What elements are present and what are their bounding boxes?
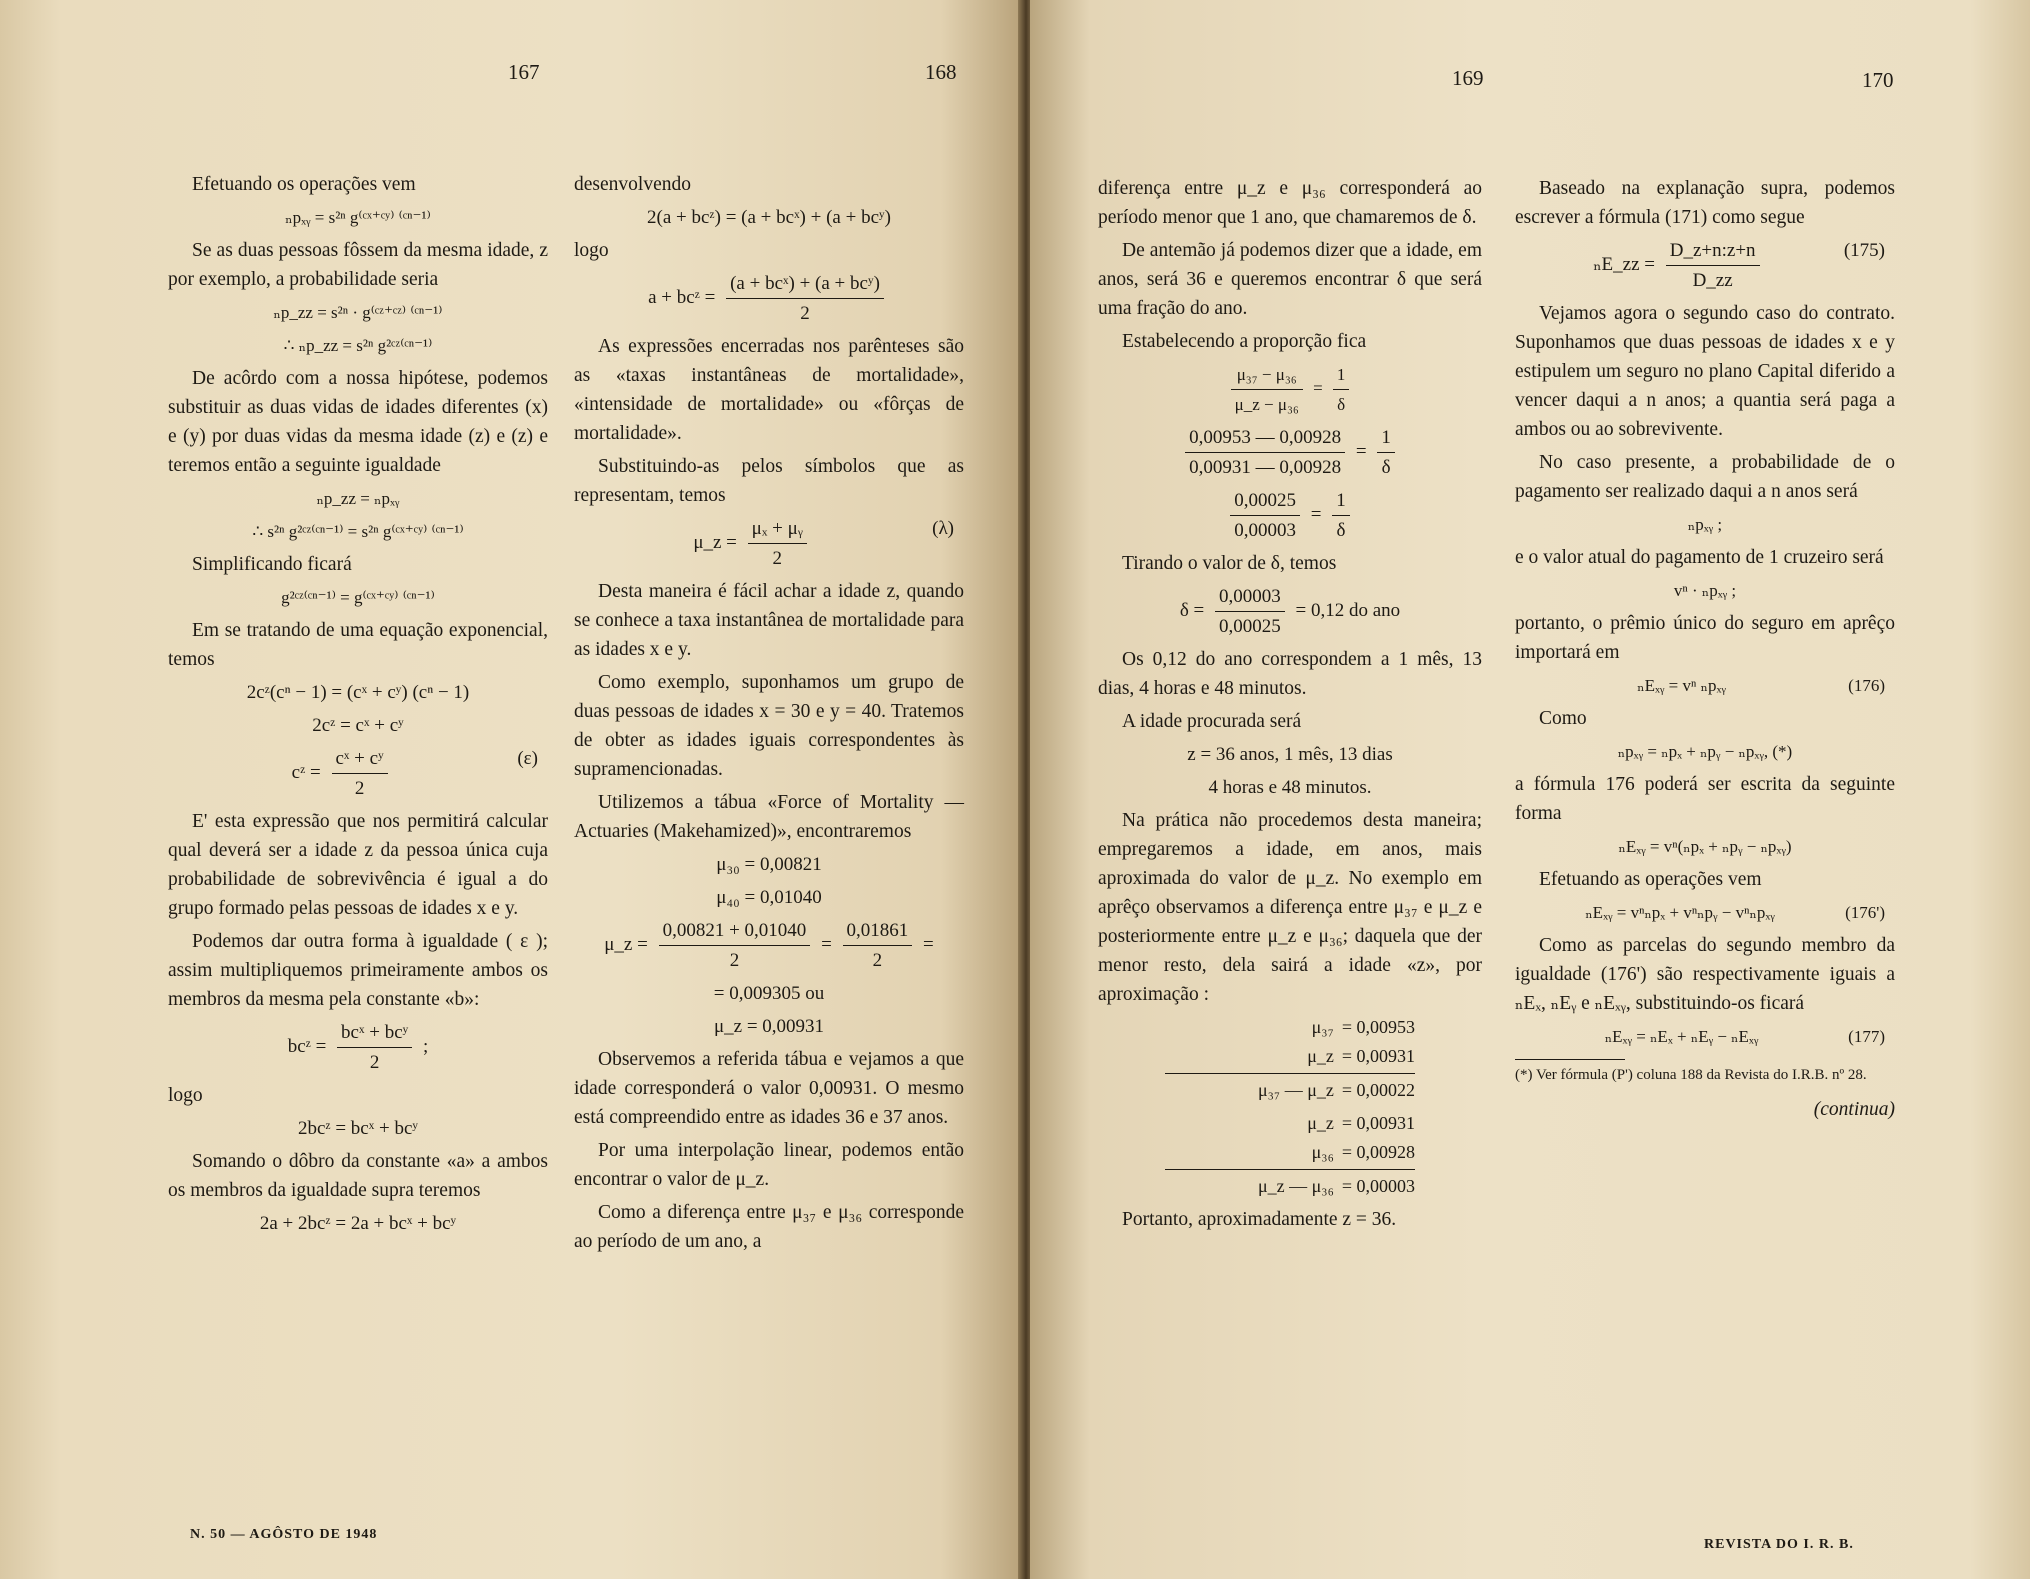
paragraph: Em se tratando de uma equação exponencial, temos <box>168 620 548 670</box>
calc-label: μ₃₇ — μ_z <box>1258 1080 1334 1100</box>
equation: = 0,009305 ou <box>713 983 825 1004</box>
equation: 2bcᶻ = bcˣ + bcʸ <box>297 1118 419 1139</box>
continued-label: (continua) <box>1813 1099 1895 1120</box>
denominator: 0,00931 — 0,00928 <box>1189 457 1342 478</box>
denominator: 0,00025 <box>1219 616 1281 637</box>
paragraph: Se as duas pessoas fôssem da mesma idade, z por exemplo, a probabilidade seria <box>168 240 548 290</box>
paragraph: Desta maneira é fácil achar a idade z, quando se conhece a taxa instantânea de mortalidade para as idades x e y. <box>574 581 964 660</box>
paragraph: Na prática não procedemos desta maneira; empregaremos a idade, em anos, mais aproximada do valor de μ_z. No exemplo em aprêço observamos a diferença entre μ₃₇ e μ_z e posteriormente entre μ_z e μ₃₆; daquela que der menor resto, dela sairá a idade «z», por aproximação : <box>1098 810 1482 1005</box>
equation: ∴ ₙp_zz = s²ⁿ g²ᶜᶻ⁽ᶜⁿ⁻¹⁾ <box>283 336 433 355</box>
calc-value: = 0,00022 <box>1341 1080 1415 1100</box>
equation: ₙpₓᵧ = s²ⁿ g⁽ᶜˣ⁺ᶜʸ⁾ ⁽ᶜⁿ⁻¹⁾ <box>285 208 431 227</box>
equation <box>1098 486 1482 545</box>
equation-lhs: cᶻ = <box>291 761 321 783</box>
equation: ₙp_zz = ₙpₓᵧ <box>316 489 400 508</box>
paragraph: Tirando o valor de δ, temos <box>1122 553 1337 574</box>
equals-sign: = <box>1310 503 1322 525</box>
calc-value: = 0,00003 <box>1341 1176 1415 1196</box>
column-page-167 <box>168 170 548 1242</box>
equation-tag: (λ) <box>932 518 954 539</box>
footer-left: N. 50 — AGÔSTO DE 1948 <box>190 1527 378 1542</box>
equals-sign: = <box>821 933 832 955</box>
fraction <box>332 744 388 803</box>
paragraph: Baseado na explanação supra, podemos escrever a fórmula (171) como segue <box>1515 178 1895 228</box>
paragraph: Utilizemos a tábua «Force of Mortality — Actuaries (Makehamized)», encontraremos <box>574 792 964 842</box>
paragraph: Somando o dôbro da constante «a» a ambos os membros da igualdade supra teremos <box>168 1151 548 1201</box>
paragraph: Efetuando as operações vem <box>1539 869 1762 890</box>
denominator: μ_z − μ₃₆ <box>1234 395 1299 414</box>
equation-lhs: a + bcᶻ = <box>648 286 716 308</box>
paragraph: De acôrdo com a nossa hipótese, podemos substituir as duas vidas de idades diferentes (x) e (y) por duas vidas da mesma idade (z) e (z) e teremos então a seguinte igualdade <box>168 368 548 476</box>
equation: μ₄₀ = 0,01040 <box>716 887 822 908</box>
calc-row <box>1165 1172 1415 1201</box>
column-page-168 <box>574 170 964 1260</box>
equation: vⁿ · ₙpₓᵧ ; <box>1673 581 1737 600</box>
paragraph: a fórmula 176 poderá ser escrita da seguinte forma <box>1515 774 1895 824</box>
equation <box>168 1018 548 1077</box>
paragraph: Como exemplo, suponhamos um grupo de duas pessoas de idades x = 30 e y = 40. Tratemos de obter as idades iguais correspondentes às supramencionadas. <box>574 672 964 780</box>
fraction <box>843 916 913 975</box>
paragraph: No caso presente, a probabilidade de o pagamento ser realizado daqui a n anos será <box>1515 452 1895 502</box>
equation: ₙp_zz = s²ⁿ · g⁽ᶜᶻ⁺ᶜᶻ⁾ ⁽ᶜⁿ⁻¹⁾ <box>273 303 443 322</box>
equation: g²ᶜᶻ⁽ᶜⁿ⁻¹⁾ = g⁽ᶜˣ⁺ᶜʸ⁾ ⁽ᶜⁿ⁻¹⁾ <box>281 588 435 607</box>
paragraph: Substituindo-as pelos símbolos que as representam, temos <box>574 456 964 506</box>
calc-label: μ_z <box>1307 1046 1334 1066</box>
denominator: 2 <box>772 548 782 569</box>
equation-176-prime <box>1515 898 1895 927</box>
denominator: δ <box>1381 457 1391 478</box>
fraction <box>1231 360 1303 419</box>
paragraph: logo <box>168 1085 203 1106</box>
calc-row <box>1165 1042 1415 1071</box>
numerator: bcˣ + bcʸ <box>337 1018 412 1048</box>
equals-sign: = <box>923 933 934 955</box>
numerator: 1 <box>1333 360 1350 390</box>
paragraph: A idade procurada será <box>1122 711 1302 732</box>
calc-label: μ₃₇ <box>1311 1017 1334 1037</box>
equation-lhs: ₙE_zz = <box>1593 253 1655 275</box>
denominator: δ <box>1336 520 1346 541</box>
equation-lhs: bcᶻ = <box>287 1035 327 1057</box>
equation: 2cᶻ = cˣ + cʸ <box>312 715 404 736</box>
equation: μ₃₀ = 0,00821 <box>716 854 822 875</box>
calc-row <box>1165 1013 1415 1042</box>
equation-tag: (175) <box>1843 240 1885 261</box>
equation: z = 36 anos, 1 mês, 13 dias <box>1187 744 1393 765</box>
numerator: 0,00953 — 0,00928 <box>1185 423 1345 453</box>
paragraph: portanto, o prêmio único do seguro em aprêço importará em <box>1515 613 1895 663</box>
subtraction-block-2 <box>1165 1109 1415 1201</box>
equation-lambda <box>574 514 964 573</box>
equation-177 <box>1515 1022 1895 1051</box>
right-page <box>1030 0 2030 1579</box>
equals-sign: = <box>1313 378 1323 398</box>
paragraph: diferença entre μ_z e μ₃₆ corresponderá ao período menor que 1 ano, que chamaremos de δ. <box>1098 178 1482 228</box>
calc-rule <box>1165 1169 1415 1170</box>
denominator: 2 <box>800 303 810 324</box>
equation-176 <box>1515 671 1895 700</box>
calc-row <box>1165 1076 1415 1105</box>
denominator: 2 <box>369 1052 380 1073</box>
equation: ∴ s²ⁿ g²ᶜᶻ⁽ᶜⁿ⁻¹⁾ = s²ⁿ g⁽ᶜˣ⁺ᶜʸ⁾ ⁽ᶜⁿ⁻¹⁾ <box>252 522 464 541</box>
calc-value: = 0,00931 <box>1341 1113 1415 1133</box>
equation <box>574 269 964 328</box>
paragraph: Como <box>1539 708 1587 729</box>
paragraph: Observemos a referida tábua e vejamos a que idade corresponderá o valor 0,00931. O mesmo está compreendido entre as idades 36 e 37 anos. <box>574 1049 964 1128</box>
paragraph: Por uma interpolação linear, podemos então encontrar o valor de μ_z. <box>574 1140 964 1190</box>
footnote-rule <box>1515 1059 1625 1060</box>
fraction <box>1333 360 1350 419</box>
paragraph: Efetuando os operações vem <box>192 174 416 195</box>
equation-tail: ; <box>423 1035 429 1057</box>
numerator: 0,00003 <box>1215 582 1285 612</box>
equation-lhs: δ = <box>1179 599 1205 621</box>
fraction <box>748 514 807 573</box>
equation-body: ₙEₓᵧ = vⁿ ₙpₓᵧ <box>1637 676 1726 695</box>
paragraph: logo <box>574 240 609 261</box>
numerator: μ₃₇ − μ₃₆ <box>1231 360 1303 390</box>
denominator: 2 <box>872 950 883 971</box>
equation-175 <box>1515 236 1895 295</box>
equation-epsilon <box>168 744 548 803</box>
numerator: μₓ + μᵧ <box>748 514 807 544</box>
paragraph: Estabelecendo a proporção fica <box>1122 331 1367 352</box>
footer-right: REVISTA DO I. R. B. <box>1704 1537 1854 1552</box>
paragraph: Vejamos agora o segundo caso do contrato. Suponhamos que duas pessoas de idades x e y estipulem um seguro no plano Capital diferido a vencer daqui a n anos; a quantia será paga a ambos ou ao sobrevivente. <box>1515 303 1895 440</box>
numerator: 0,00025 <box>1230 486 1300 516</box>
calc-row <box>1165 1138 1415 1167</box>
calc-label: μ_z <box>1307 1113 1334 1133</box>
page-number-167: 167 <box>508 60 540 84</box>
subtraction-block-1 <box>1165 1013 1415 1105</box>
column-page-169 <box>1098 174 1482 1238</box>
fraction <box>337 1018 412 1077</box>
paragraph: e o valor atual do pagamento de 1 cruzeiro será <box>1515 547 1884 568</box>
paragraph: Os 0,12 do ano correspondem a 1 mês, 13 dias, 4 horas e 48 minutos. <box>1098 649 1482 699</box>
fraction <box>1332 486 1350 545</box>
denominator: 0,00003 <box>1234 520 1297 541</box>
paragraph: Como as parcelas do segundo membro da igualdade (176') são respectivamente iguais a ₙEₓ, ₙEᵧ e ₙEₓᵧ, substituindo-os ficará <box>1515 935 1895 1014</box>
paragraph: Como a diferença entre μ₃₇ e μ₃₆ corresponde ao período de um ano, a <box>574 1202 964 1252</box>
fraction <box>1185 423 1345 482</box>
equation: ₙEₓᵧ = vⁿ(ₙpₓ + ₙpᵧ − ₙpₓᵧ) <box>1618 837 1792 856</box>
fraction <box>659 916 811 975</box>
equals-sign: = <box>1355 440 1367 462</box>
fraction <box>1230 486 1300 545</box>
footnote: (*) Ver fórmula (P') coluna 188 da Revista do I.R.B. nº 28. <box>1515 1067 1867 1083</box>
paragraph: De antemão já podemos dizer que a idade, em anos, será 36 e queremos encontrar δ que será uma fração do ano. <box>1098 240 1482 319</box>
denominator: 2 <box>354 778 365 799</box>
equation-body: ₙEₓᵧ = ₙEₓ + ₙEᵧ − ₙEₓᵧ <box>1604 1027 1759 1046</box>
equation-body: ₙEₓᵧ = vⁿₙpₓ + vⁿₙpᵧ − vⁿₙpₓᵧ <box>1585 903 1775 922</box>
numerator: 1 <box>1377 423 1395 453</box>
fraction <box>1215 582 1285 641</box>
calc-value: = 0,00931 <box>1341 1046 1415 1066</box>
equation <box>574 916 964 975</box>
equation <box>1098 360 1482 419</box>
numerator: cˣ + cʸ <box>332 744 388 774</box>
fraction <box>726 269 884 328</box>
calc-row <box>1165 1109 1415 1138</box>
numerator: 1 <box>1332 486 1350 516</box>
numerator: D_z+n:z+n <box>1666 236 1760 266</box>
equation: ₙpₓᵧ ; <box>1687 515 1723 534</box>
page-number-169: 169 <box>1452 66 1484 90</box>
denominator: D_zz <box>1692 270 1733 291</box>
fraction <box>1666 236 1760 295</box>
calc-value: = 0,00953 <box>1341 1017 1415 1037</box>
equation-lhs: μ_z = <box>604 933 648 955</box>
page-number-168: 168 <box>925 60 957 84</box>
page-number-170: 170 <box>1862 68 1894 92</box>
column-page-170 <box>1515 174 1895 1124</box>
equation <box>1098 423 1482 482</box>
equation: 4 horas e 48 minutos. <box>1208 777 1372 798</box>
numerator: 0,01861 <box>843 916 913 946</box>
equation-tail: = 0,12 do ano <box>1295 599 1401 621</box>
equation: μ_z = 0,00931 <box>713 1016 825 1037</box>
equation-tag: (176) <box>1848 676 1885 695</box>
numerator: 0,00821 + 0,01040 <box>659 916 811 946</box>
equation: 2(a + bcᶻ) = (a + bcˣ) + (a + bcʸ) <box>647 207 891 228</box>
equation-tag: (177) <box>1848 1027 1885 1046</box>
equation: 2a + 2bcᶻ = 2a + bcˣ + bcʸ <box>259 1213 457 1234</box>
calc-label: μ₃₆ <box>1311 1142 1334 1162</box>
equation: ₙpₓᵧ = ₙpₓ + ₙpᵧ − ₙpₓᵧ, (*) <box>1617 742 1793 761</box>
equation-tag: (ε) <box>517 748 538 769</box>
equation: 2cᶻ(cⁿ − 1) = (cˣ + cʸ) (cⁿ − 1) <box>246 682 470 703</box>
paragraph: E' esta expressão que nos permitirá calcular qual deverá ser a idade z da pessoa única cuja probabilidade de sobrevivência é igual a do grupo formado pelas pessoas de idades x e y. <box>168 811 548 919</box>
numerator: (a + bcˣ) + (a + bcʸ) <box>726 269 884 299</box>
calc-label: μ_z — μ₃₆ <box>1258 1176 1334 1196</box>
equation-lhs: μ_z = <box>693 531 737 553</box>
fraction <box>1377 423 1395 482</box>
equation <box>1098 582 1482 641</box>
denominator: δ <box>1337 395 1346 414</box>
calc-rule <box>1165 1073 1415 1074</box>
paragraph: As expressões encerradas nos parênteses são as «taxas instantâneas de mortalidade», «intensidade de mortalidade» ou «fôrças de mortalidade». <box>574 336 964 444</box>
calc-value: = 0,00928 <box>1341 1142 1415 1162</box>
equation-tag: (176') <box>1845 903 1885 922</box>
paragraph: desenvolvendo <box>574 174 691 195</box>
paragraph: Simplificando ficará <box>192 554 352 575</box>
paragraph: Podemos dar outra forma à igualdade ( ε ); assim multipliquemos primeiramente ambos os membros da mesma pela constante «b»: <box>168 931 548 1010</box>
denominator: 2 <box>729 950 740 971</box>
paragraph: Portanto, aproximadamente z = 36. <box>1122 1209 1397 1230</box>
